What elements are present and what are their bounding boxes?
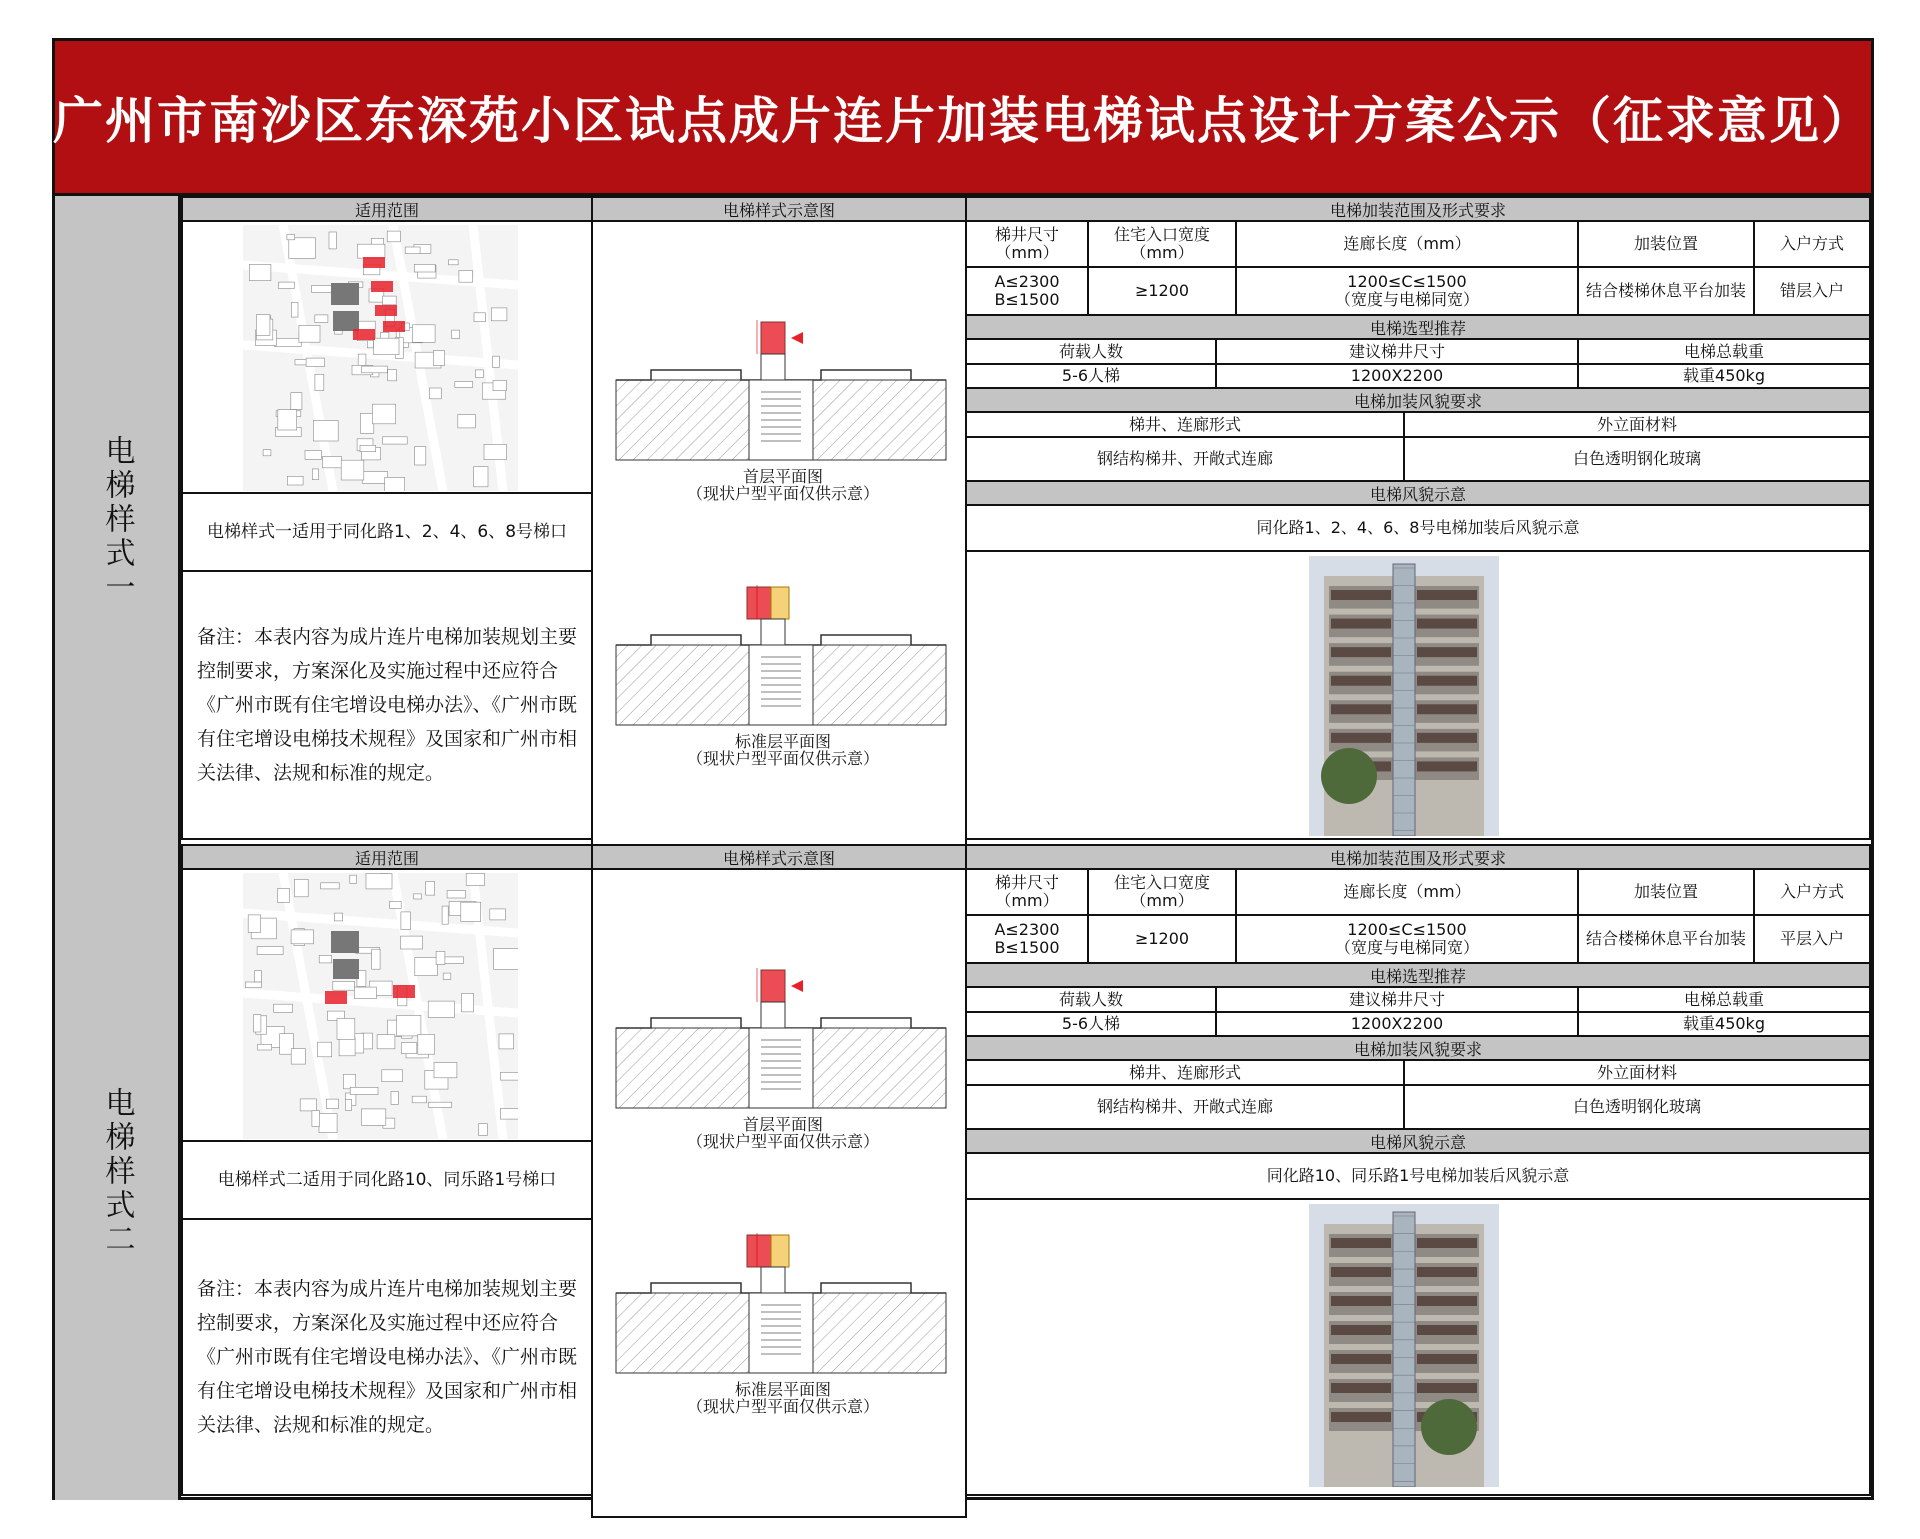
first-floor-plan [611, 312, 951, 462]
diagram-cell [591, 220, 967, 862]
site-map [243, 225, 518, 491]
col-people: 荷载人数 [965, 986, 1217, 1013]
building-photo [1309, 556, 1499, 836]
elevator-style-section-2 [55, 844, 1871, 1500]
col-load: 电梯总载重 [1577, 338, 1871, 365]
col-entry-width: 住宅入口宽度 （mm） [1087, 220, 1237, 268]
col-load: 电梯总载重 [1577, 986, 1871, 1013]
model-header: 电梯选型推荐 [965, 314, 1871, 340]
appearance-req-header: 电梯加装风貌要求 [965, 1035, 1871, 1061]
first-floor-caption: 首层平面图 （现状户型平面仅供示意） [686, 467, 879, 503]
first-floor-plan [611, 960, 951, 1110]
section-label: 电梯样式二 [55, 844, 181, 1500]
val-shaft-size: A≤2300 B≤1500 [965, 266, 1089, 316]
col-shaft-size: 梯井尺寸 （mm） [965, 220, 1089, 268]
model-header: 电梯选型推荐 [965, 962, 1871, 988]
appearance-req-header: 电梯加装风貌要求 [965, 387, 1871, 413]
standard-floor-plan [611, 1225, 951, 1375]
appearance-photo-cell [965, 550, 1871, 840]
req-header: 电梯加装范围及形式要求 [965, 196, 1871, 222]
col-position: 加装位置 [1577, 868, 1755, 916]
standard-floor-caption: 标准层平面图 （现状户型平面仅供示意） [686, 732, 879, 768]
val-shaft-suggest: 1200X2200 [1215, 363, 1579, 389]
scope-header: 适用范围 [181, 844, 593, 870]
col-corridor-length: 连廊长度（mm） [1235, 220, 1579, 268]
title-bar [55, 41, 1871, 196]
diagram-header: 电梯样式示意图 [591, 844, 967, 870]
col-material: 外立面材料 [1403, 411, 1871, 438]
val-entry-width: ≥1200 [1087, 266, 1237, 316]
diagram-cell [591, 868, 967, 1518]
scope-description: 电梯样式一适用于同化路1、2、4、6、8号梯口 [181, 492, 593, 572]
val-form: 钢结构梯井、开敞式连廊 [965, 436, 1405, 482]
scope-description: 电梯样式二适用于同化路10、同乐路1号梯口 [181, 1140, 593, 1220]
appearance-show-header: 电梯风貌示意 [965, 1128, 1871, 1154]
col-material: 外立面材料 [1403, 1059, 1871, 1086]
val-people: 5-6人梯 [965, 363, 1217, 389]
col-entry-mode: 入户方式 [1753, 868, 1871, 916]
val-form: 钢结构梯井、开敞式连廊 [965, 1084, 1405, 1130]
val-position: 结合楼梯休息平台加装 [1577, 266, 1755, 316]
remark-note: 备注：本表内容为成片连片电梯加装规划主要控制要求，方案深化及实施过程中还应符合《广州市既有住宅增设电梯办法》、《广州市既有住宅增设电梯技术规程》及国家和广州市相关法律、法规和标准的规定。 [181, 570, 593, 840]
val-corridor-length: 1200≤C≤1500 （宽度与电梯同宽） [1235, 914, 1579, 964]
val-shaft-size: A≤2300 B≤1500 [965, 914, 1089, 964]
val-load: 载重450kg [1577, 363, 1871, 389]
col-people: 荷载人数 [965, 338, 1217, 365]
val-entry-mode: 平层入户 [1753, 914, 1871, 964]
appearance-photo-cell [965, 1198, 1871, 1496]
elevator-style-section-1 [55, 196, 1871, 844]
appearance-show-header: 电梯风貌示意 [965, 480, 1871, 506]
page-title: 广州市南沙区东深苑小区试点成片连片加装电梯试点设计方案公示（征求意见） [53, 92, 1873, 150]
val-entry-width: ≥1200 [1087, 914, 1237, 964]
site-map-cell [181, 220, 593, 494]
col-corridor-length: 连廊长度（mm） [1235, 868, 1579, 916]
col-shaft-size: 梯井尺寸 （mm） [965, 868, 1089, 916]
first-floor-caption: 首层平面图 （现状户型平面仅供示意） [686, 1115, 879, 1151]
val-corridor-length: 1200≤C≤1500 （宽度与电梯同宽） [1235, 266, 1579, 316]
col-entry-width: 住宅入口宽度 （mm） [1087, 868, 1237, 916]
appearance-description: 同化路1、2、4、6、8号电梯加装后风貌示意 [965, 504, 1871, 552]
scope-header: 适用范围 [181, 196, 593, 222]
val-shaft-suggest: 1200X2200 [1215, 1011, 1579, 1037]
site-map [243, 873, 518, 1139]
appearance-description: 同化路10、同乐路1号电梯加装后风貌示意 [965, 1152, 1871, 1200]
standard-floor-caption: 标准层平面图 （现状户型平面仅供示意） [686, 1380, 879, 1416]
col-position: 加装位置 [1577, 220, 1755, 268]
val-people: 5-6人梯 [965, 1011, 1217, 1037]
remark-note: 备注：本表内容为成片连片电梯加装规划主要控制要求，方案深化及实施过程中还应符合《广州市既有住宅增设电梯办法》、《广州市既有住宅增设电梯技术规程》及国家和广州市相关法律、法规和标准的规定。 [181, 1218, 593, 1496]
col-form: 梯井、连廊形式 [965, 411, 1405, 438]
val-load: 载重450kg [1577, 1011, 1871, 1037]
val-material: 白色透明钢化玻璃 [1403, 1084, 1871, 1130]
standard-floor-plan [611, 577, 951, 727]
diagram-header: 电梯样式示意图 [591, 196, 967, 222]
col-shaft-suggest: 建议梯井尺寸 [1215, 986, 1579, 1013]
site-map-cell [181, 868, 593, 1142]
val-entry-mode: 错层入户 [1753, 266, 1871, 316]
val-position: 结合楼梯休息平台加装 [1577, 914, 1755, 964]
col-shaft-suggest: 建议梯井尺寸 [1215, 338, 1579, 365]
col-entry-mode: 入户方式 [1753, 220, 1871, 268]
val-material: 白色透明钢化玻璃 [1403, 436, 1871, 482]
building-photo [1309, 1204, 1499, 1487]
col-form: 梯井、连廊形式 [965, 1059, 1405, 1086]
req-header: 电梯加装范围及形式要求 [965, 844, 1871, 870]
section-label: 电梯样式一 [55, 196, 181, 844]
